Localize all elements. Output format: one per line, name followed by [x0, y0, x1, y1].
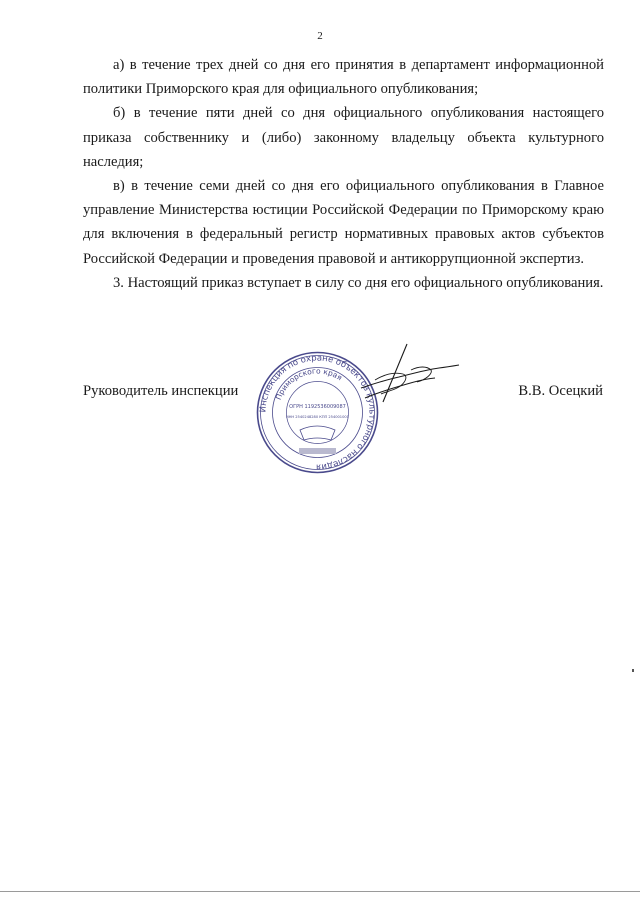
paragraph-3: 3. Настоящий приказ вступает в силу со дня его официального опубликования.: [113, 274, 604, 291]
margin-mark: [632, 669, 634, 672]
signatory-name: В.В. Осецкий: [518, 383, 603, 399]
paragraph-c: в) в течение семи дней со дня его официального опубликования в Главное управление Министерства юстиции Российской Федерации по Приморскому краю для включения в федеральный регистр нормативных правовых актов субъектов Российской Федерации и проведения правовой и антикоррупционной экспертиз.: [83, 178, 604, 267]
seal-inner-text: Приморского края: [273, 366, 344, 402]
document-body: [83, 53, 604, 295]
seal-outer-text: Инспекция по охране объектов культурного наследия: [258, 353, 377, 472]
paragraph-a: а) в течение трех дней со дня его принятия в департамент информационной политики Приморского края для официального опубликования;: [83, 57, 604, 98]
paragraph-b: б) в течение пяти дней со дня официального опубликования настоящего приказа собственнику и (либо) законному владельцу объекта культурного наследия;: [83, 105, 604, 170]
page-bottom-line: [0, 891, 640, 892]
seal-ogrn: ОГРН 1192536009087: [289, 404, 346, 410]
page-number: 2: [317, 30, 323, 42]
seal-inn: ИНН 2540248280 КПП 254001001: [286, 415, 349, 419]
handwritten-signature-icon: [355, 340, 465, 415]
signatory-position: Руководитель инспекции: [83, 383, 239, 399]
